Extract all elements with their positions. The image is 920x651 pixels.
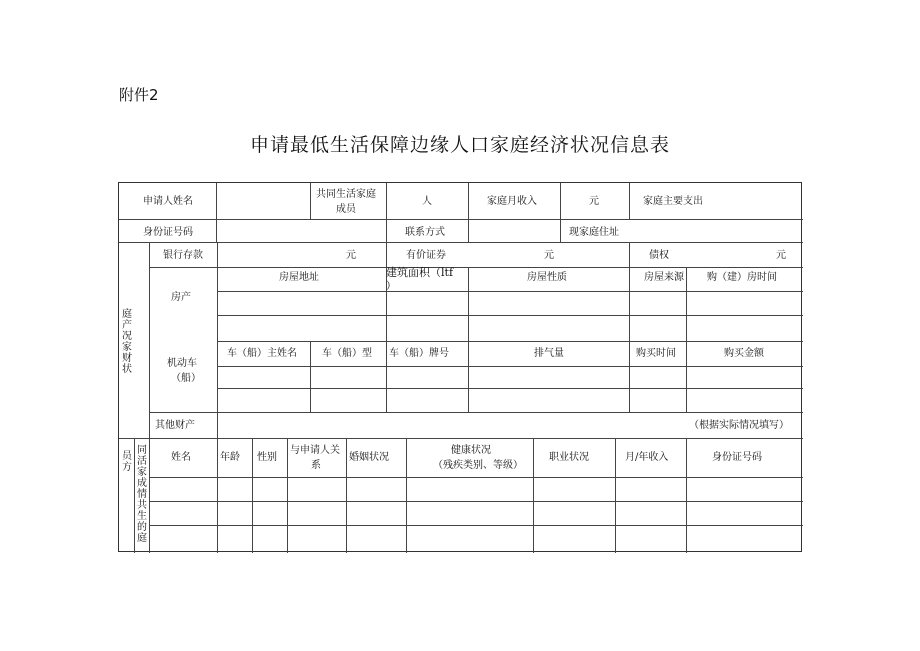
member-id-header: 身份证号码 — [712, 452, 762, 463]
member-relation-header-2: 系 — [311, 460, 321, 471]
house-purchase-time-header: 购（建）房时间 — [707, 272, 777, 283]
grid-line — [468, 219, 469, 242]
grid-line — [216, 219, 217, 242]
grid-line — [629, 183, 630, 219]
grid-line — [386, 242, 387, 267]
grid-line — [346, 438, 347, 553]
housing-label: 房产 — [171, 292, 191, 303]
grid-line — [217, 341, 803, 342]
grid-line — [629, 242, 630, 267]
co-living-members-label: 共同生活家庭 — [316, 189, 376, 200]
member-age-header: 年龄 — [220, 452, 240, 463]
grid-line — [406, 438, 407, 553]
grid-line — [216, 183, 217, 219]
grid-line — [560, 183, 561, 219]
securities-unit: 元 — [544, 250, 554, 261]
grid-line — [310, 341, 311, 412]
grid-line — [217, 438, 218, 553]
applicant-name-label: 申请人姓名 — [143, 196, 193, 207]
info-form-table — [118, 182, 802, 552]
grid-line — [468, 341, 469, 412]
members-side-label: 员方 — [122, 451, 132, 473]
attachment-label: 附件2 — [119, 86, 159, 104]
fill-note: （根据实际情况填写） — [689, 420, 789, 431]
member-income-header: 月/年收入 — [625, 452, 669, 463]
securities-label: 有价证券 — [406, 250, 446, 261]
grid-line — [386, 341, 387, 412]
id-number-label: 身份证号码 — [143, 227, 193, 238]
grid-line — [149, 501, 803, 502]
building-area-header: 建筑面积（ltf — [386, 266, 454, 279]
house-address-header: 房屋地址 — [279, 272, 319, 283]
member-occupation-header: 职业状况 — [549, 452, 589, 463]
grid-line — [468, 183, 469, 219]
grid-line — [252, 438, 253, 553]
grid-line — [533, 438, 534, 553]
other-property-label: 其他财产 — [155, 420, 195, 431]
grid-line — [629, 267, 630, 341]
grid-line — [119, 438, 803, 439]
house-source-header: 房屋来源 — [644, 272, 684, 283]
grid-line — [119, 219, 803, 220]
grid-line — [217, 315, 803, 316]
grid-line — [629, 341, 630, 412]
persons-unit: 人 — [422, 196, 432, 207]
grid-line — [149, 438, 150, 553]
main-expenses-label: 家庭主要支出 — [643, 196, 703, 207]
purchase-amount-header: 购买金额 — [724, 348, 764, 359]
grid-line — [686, 341, 687, 412]
current-address-label: 现家庭住址 — [569, 227, 619, 238]
building-area-header-close: ） — [386, 281, 396, 292]
plate-header: 车（船）牌号 — [389, 348, 449, 359]
grid-line — [149, 242, 150, 438]
grid-line — [134, 438, 135, 553]
grid-line — [310, 183, 311, 219]
contact-label: 联系方式 — [405, 227, 445, 238]
grid-line — [386, 183, 387, 219]
grid-line — [149, 525, 803, 526]
owner-name-header: 车（船）主姓名 — [227, 348, 297, 359]
grid-line — [560, 219, 561, 242]
grid-line — [287, 438, 288, 553]
grid-line — [468, 267, 469, 341]
vehicle-label: 机动车 — [167, 358, 197, 369]
grid-line — [217, 388, 803, 389]
grid-line — [386, 219, 387, 242]
purchase-time-header: 购买时间 — [636, 348, 676, 359]
grid-line — [217, 242, 218, 438]
page-title: 申请最低生活保障边缘人口家庭经济状况信息表 — [249, 134, 670, 156]
grid-line — [217, 291, 803, 292]
member-relation-header: 与申请人关 — [290, 445, 340, 456]
member-health-header: 健康状况 — [451, 445, 491, 456]
grid-line — [149, 412, 803, 413]
claims-label: 债权 — [649, 250, 669, 261]
grid-line — [686, 438, 687, 553]
member-name-header: 姓名 — [171, 452, 191, 463]
grid-line — [149, 267, 803, 268]
house-nature-header: 房屋性质 — [527, 272, 567, 283]
co-living-members-label-2: 成员 — [336, 204, 356, 215]
grid-line — [217, 366, 803, 367]
grid-line — [686, 267, 687, 341]
grid-line — [615, 438, 616, 553]
property-section-label: 庭产况家财状 — [122, 309, 132, 375]
member-health-header-2: （残疾类别、等级） — [433, 460, 523, 471]
monthly-income-label: 家庭月收入 — [487, 196, 537, 207]
members-section-label: 同活家成情共生的庭 — [137, 445, 147, 544]
claims-unit: 元 — [776, 250, 786, 261]
grid-line — [119, 242, 803, 243]
displacement-header: 排气量 — [534, 348, 564, 359]
member-gender-header: 性别 — [257, 452, 277, 463]
member-marital-header: 婚姻状况 — [349, 452, 389, 463]
model-header: 车（船）型 — [322, 348, 372, 359]
grid-line — [149, 477, 803, 478]
bank-deposit-label: 银行存款 — [163, 250, 203, 261]
vehicle-label-2: （船） — [171, 373, 201, 384]
income-unit: 元 — [589, 196, 599, 207]
deposit-unit: 元 — [346, 250, 356, 261]
